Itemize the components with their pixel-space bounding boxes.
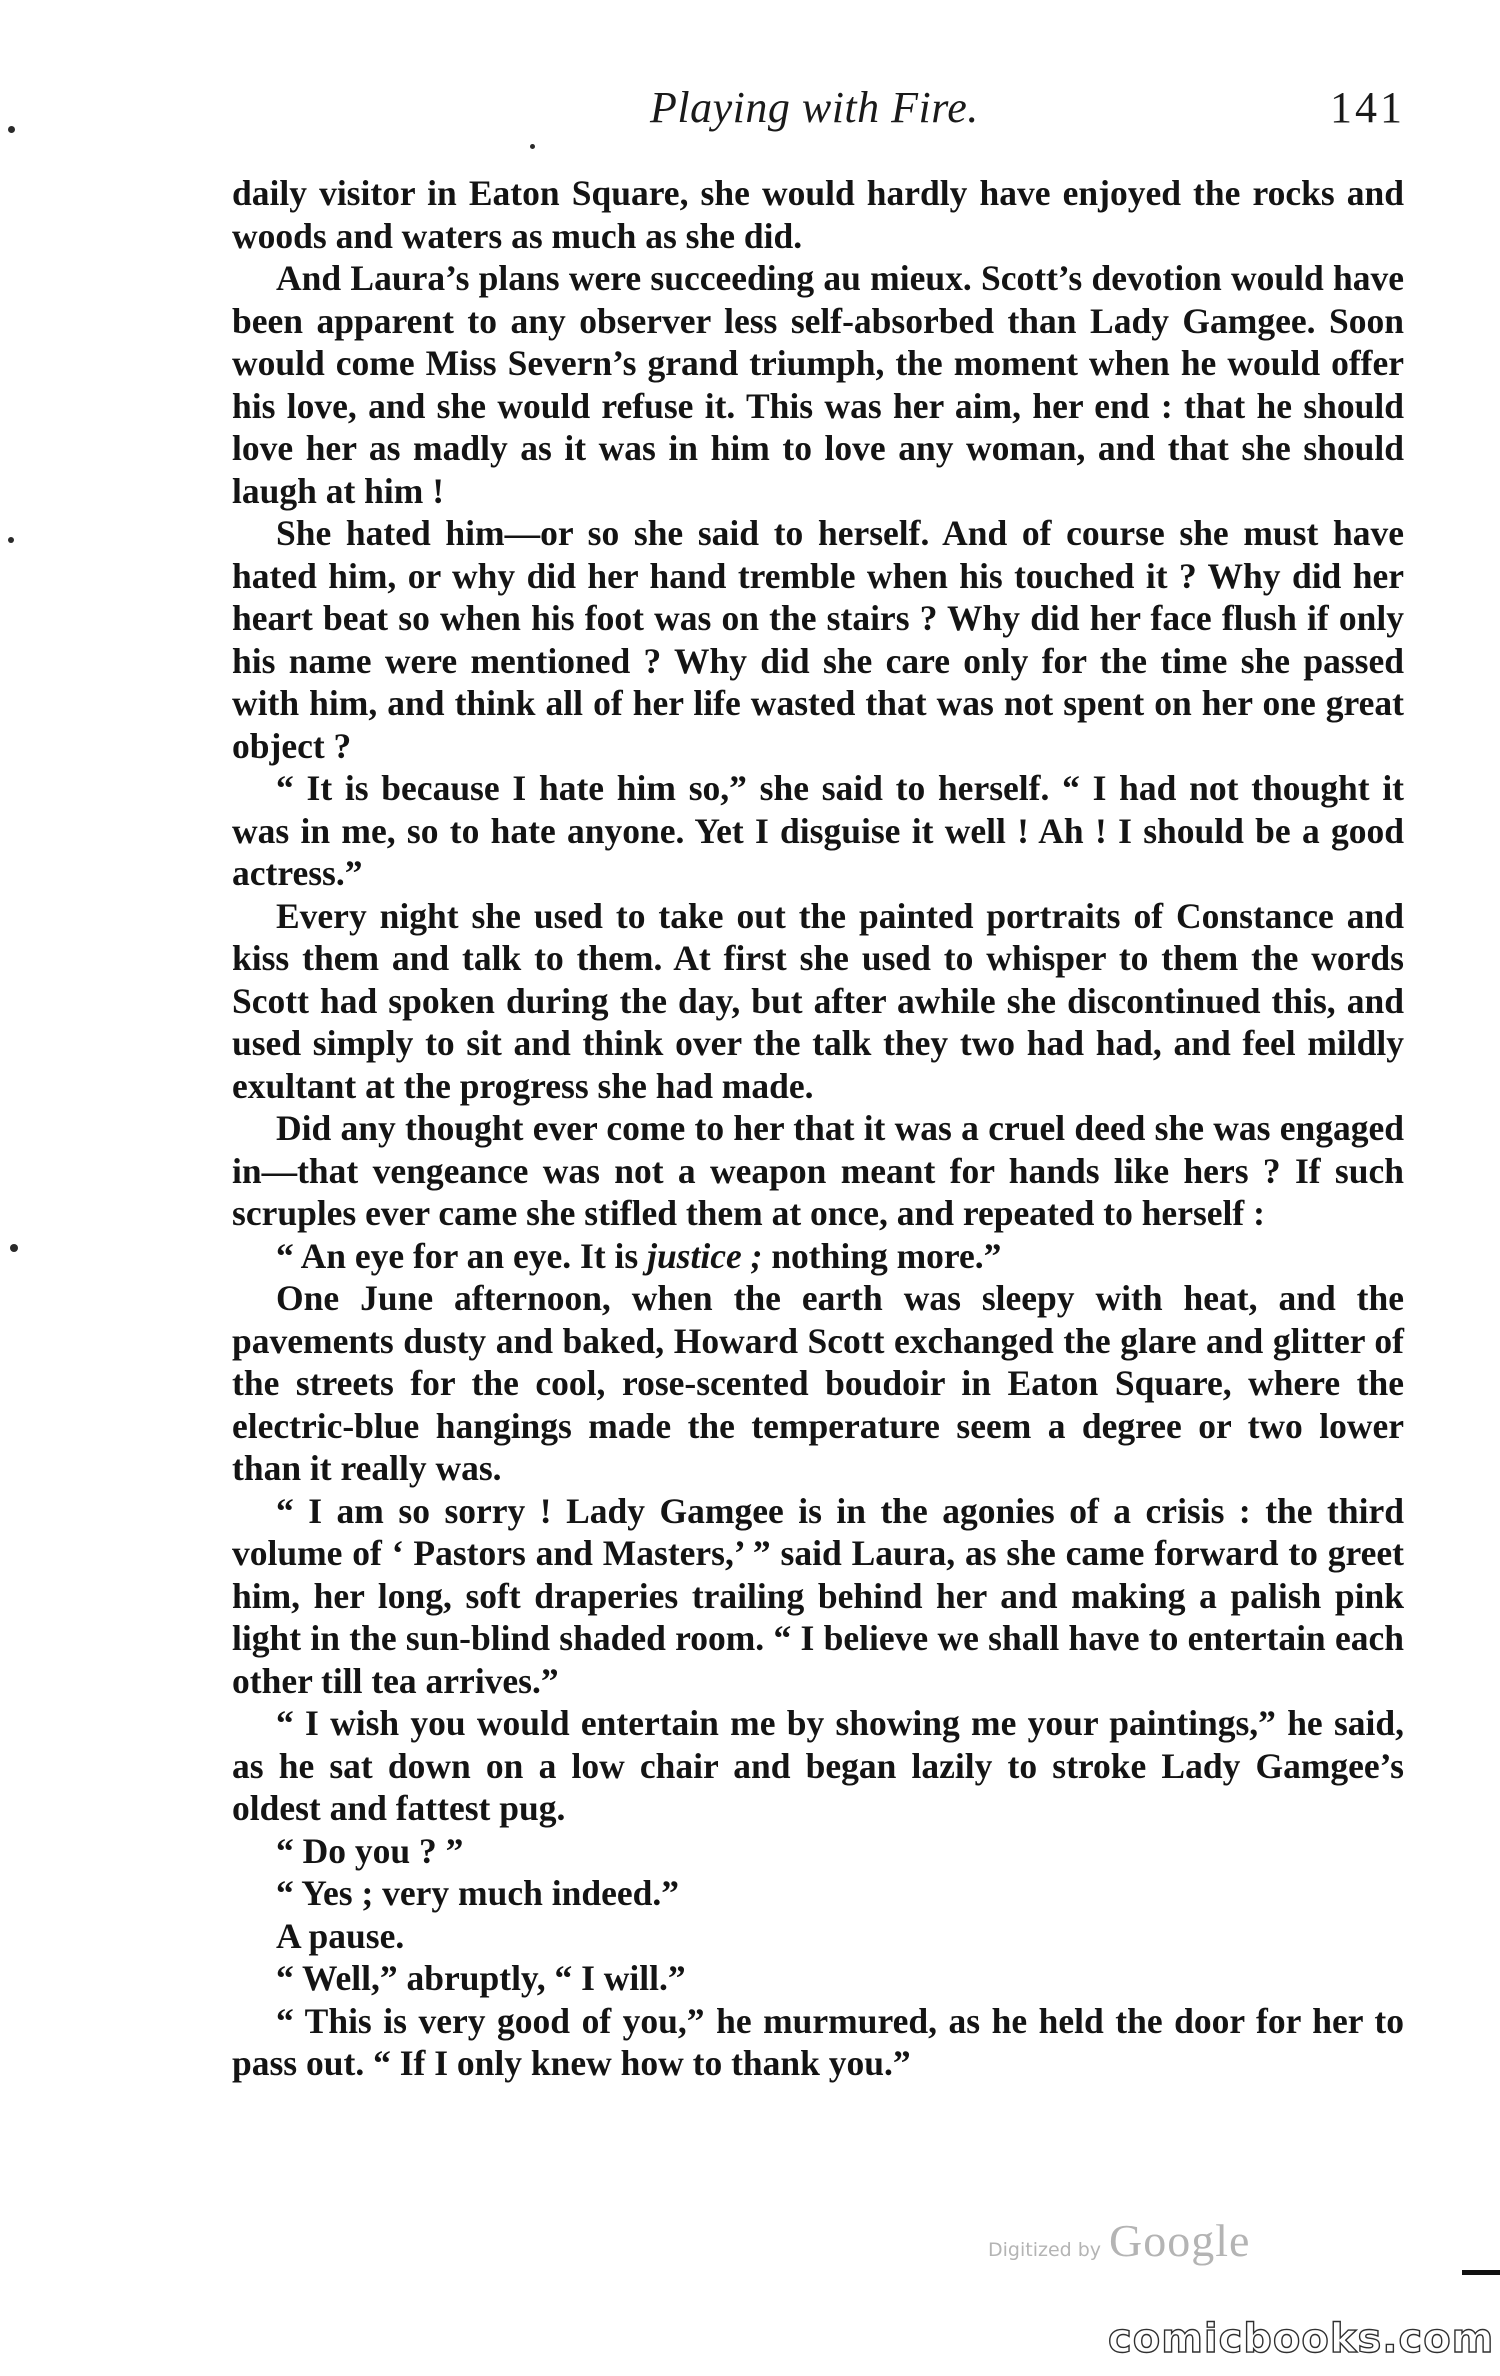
running-header: [230, 82, 1405, 142]
site-watermark: comicbooks.com: [1108, 2316, 1495, 2362]
digitized-watermark: [988, 2214, 1250, 2267]
scan-speck: [530, 144, 535, 149]
paragraph: She hated him—or so she said to herself. And of course she must have hated him, or why did her hand tremble when his touched it ? Why did her heart beat so when his foot was on the stairs ? Why did her face flush if only his name were mentioned ? Why did she care only for the time she passed with him, and think all of her life wasted that was not spent on her one great object ?: [232, 513, 1404, 766]
scan-edge-mark: [1462, 2270, 1500, 2275]
page-number: 141: [1330, 83, 1405, 132]
paragraph: Every night she used to take out the painted portraits of Constance and kiss them and talk to them. At first she used to whisper to them the words Scott had spoken during the day, but after awhile she discontinued this, and used simply to sit and think over the talk they two had had, and feel mildly exultant at the progress she had made.: [232, 895, 1404, 1106]
paragraph: “ I am so sorry ! Lady Gamgee is in the agonies of a crisis : the third volume of ‘ Pastors and Masters,’ ” said Laura, as she came forward to greet him, her long, soft draperies trailing behind her and making a palish pink light in the sun-blind shaded room. “ I believe we shall have to entertain each other till tea arrives.”: [232, 1490, 1404, 1701]
paragraph: And Laura’s plans were succeeding au mieux. Scott’s devotion would have been apparent to any observer less self-absorbed than Lady Gamgee. Soon would come Miss Severn’s grand triumph, the moment when he would offer his love, and she would refuse it. This was her aim, her end : that he should love her as madly as it was in him to love any woman, and that she should laugh at him !: [232, 258, 1404, 511]
paragraph: “ Well,” abruptly, “ I will.”: [276, 1958, 686, 1998]
digitized-brand: Google: [1109, 2215, 1251, 2266]
scan-speck: [8, 126, 15, 133]
paragraph: Did any thought ever come to her that it was a cruel deed she was engaged in—that vengeance was not a weapon meant for hands like hers ? If such scruples ever came she stifled them at once, and repeated to herself :: [232, 1108, 1404, 1233]
quote-text-after: nothing more.”: [762, 1235, 1002, 1276]
paragraph: “ I wish you would entertain me by showing me your paintings,” he said, as he sat down on a low chair and began lazily to stroke Lady Gamgee’s oldest and fattest pug.: [232, 1703, 1404, 1828]
scan-speck: [10, 1244, 18, 1252]
quote-paragraph: [232, 1235, 1404, 1278]
digitized-by-label: Digitized by: [988, 2239, 1102, 2261]
paragraph: “ Yes ; very much indeed.”: [276, 1873, 679, 1913]
paragraph: One June afternoon, when the earth was sleepy with heat, and the pavements dusty and baked, Howard Scott exchanged the glare and glitter of the streets for the cool, rose-scented boudoir in Eaton Square, where the electric-blue hangings made the temperature seem a degree or two lower than it really was.: [232, 1278, 1404, 1488]
scan-speck: [8, 537, 14, 543]
paragraph: “ Do you ? ”: [276, 1830, 464, 1871]
running-title: Playing with Fire.: [650, 83, 979, 132]
paragraph: daily visitor in Eaton Square, she would hardly have enjoyed the rocks and woods and waters as much as she did.: [232, 173, 1404, 256]
body-text: [232, 172, 1404, 2085]
quote-text-before: “ An eye for an eye. It is: [276, 1235, 648, 1276]
paragraph: “ It is because I hate him so,” she said to herself. “ I had not thought it was in me, so to hate anyone. Yet I disguise it well ! Ah ! I should be a good actress.”: [232, 768, 1404, 893]
quote-emphasis: justice ;: [647, 1235, 763, 1276]
paragraph: A pause.: [276, 1915, 405, 1956]
paragraph: “ This is very good of you,” he murmured, as he held the door for her to pass out. “ If I only knew how to thank you.”: [232, 2000, 1404, 2083]
